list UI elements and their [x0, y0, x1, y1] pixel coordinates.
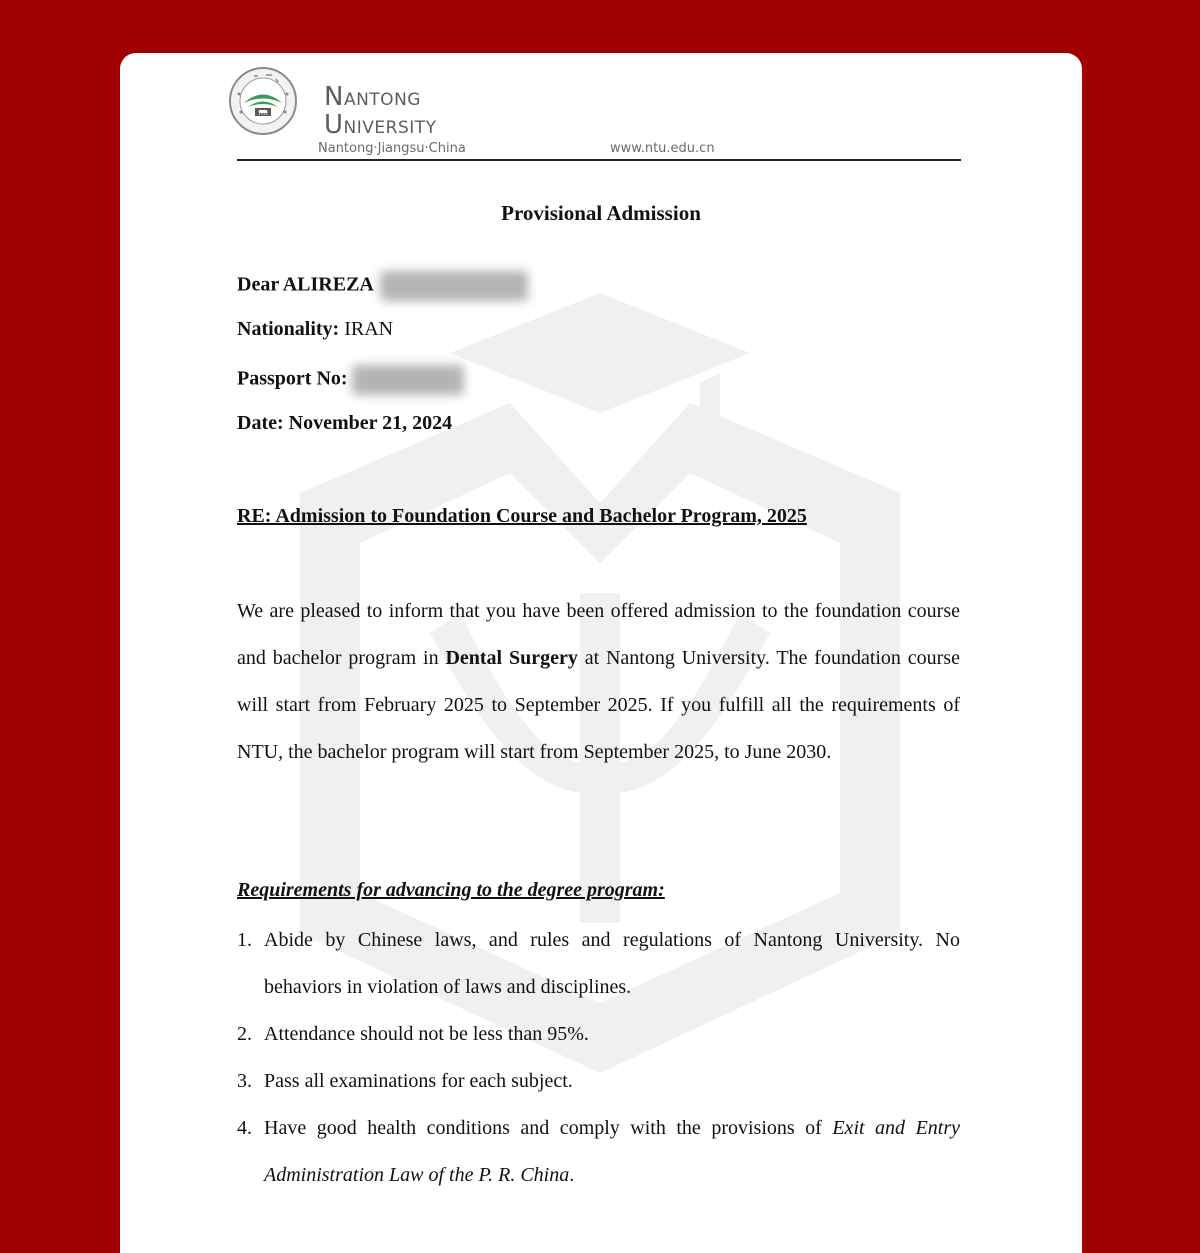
dear-line: [237, 271, 528, 301]
list-item-number: 3.: [237, 1070, 252, 1092]
name-line1-rest: ANTONG: [343, 90, 421, 110]
seal-inner-label: 1912: [257, 110, 269, 116]
name-line2-cap: U: [324, 110, 344, 140]
paragraph-part2: at Nantong University. The foundation course will start from February 2025 to September 2025. If you fulfill all the requirements of NTU, the bachelor program will start from September 2025, to June 2030.: [237, 647, 960, 763]
requirements-heading: Requirements for advancing to the degree program:: [237, 879, 665, 901]
law-title: Exit and Entry Administration Law of the P. R. China: [264, 1117, 960, 1186]
university-location: Nantong·Jiangsu·China: [318, 141, 466, 156]
passport-label: Passport No:: [237, 367, 348, 390]
letterhead: [228, 65, 961, 161]
list-item-text: Abide by Chinese laws, and rules and regulations of Nantong University. No behaviors in violation of laws and disciplines.: [264, 929, 960, 998]
university-website: www.ntu.edu.cn: [610, 141, 715, 156]
requirements-list: [237, 917, 960, 1199]
name-line1-cap: N: [324, 82, 344, 112]
passport-line: [237, 365, 464, 395]
list-item-text: Attendance should not be less than 95%.: [264, 1023, 589, 1045]
list-item-number: 4.: [237, 1117, 252, 1139]
letter-page: [120, 53, 1082, 1253]
name-line2-rest: NIVERSITY: [343, 118, 437, 138]
document-title: Provisional Admission: [501, 201, 701, 225]
list-item: [237, 1011, 960, 1058]
university-name: [324, 82, 437, 141]
redacted-surname: [380, 271, 528, 301]
letterhead-divider: [237, 159, 961, 161]
redacted-passport-number: [352, 365, 464, 395]
list-item-number: 2.: [237, 1023, 252, 1045]
dear-label: Dear ALIREZA: [237, 273, 374, 296]
nationality-value: IRAN: [339, 318, 394, 340]
list-item-text-before: Have good health conditions and comply with the provisions of: [264, 1117, 833, 1139]
list-item-text-after: .: [569, 1164, 575, 1186]
nationality-line: [237, 318, 393, 341]
list-item: [237, 1058, 960, 1105]
program-name: Dental Surgery: [445, 647, 578, 669]
paragraph-part1: We are pleased to inform that you have been offered admission to the foundation course and bachelor program in: [237, 600, 960, 669]
list-item-text: Pass all examinations for each subject.: [264, 1070, 573, 1092]
nationality-label: Nationality:: [237, 318, 340, 340]
subject-line: RE: Admission to Foundation Course and Bachelor Program, 2025: [237, 505, 807, 527]
date-label: Date: November 21, 2024: [237, 412, 453, 434]
date-line: [237, 412, 452, 435]
list-item: [237, 917, 960, 1011]
list-item: [237, 1105, 960, 1199]
body-paragraph: [237, 588, 960, 776]
list-item-text: [264, 1105, 960, 1199]
list-item-number: 1.: [237, 929, 252, 951]
university-seal-icon: [228, 66, 298, 136]
